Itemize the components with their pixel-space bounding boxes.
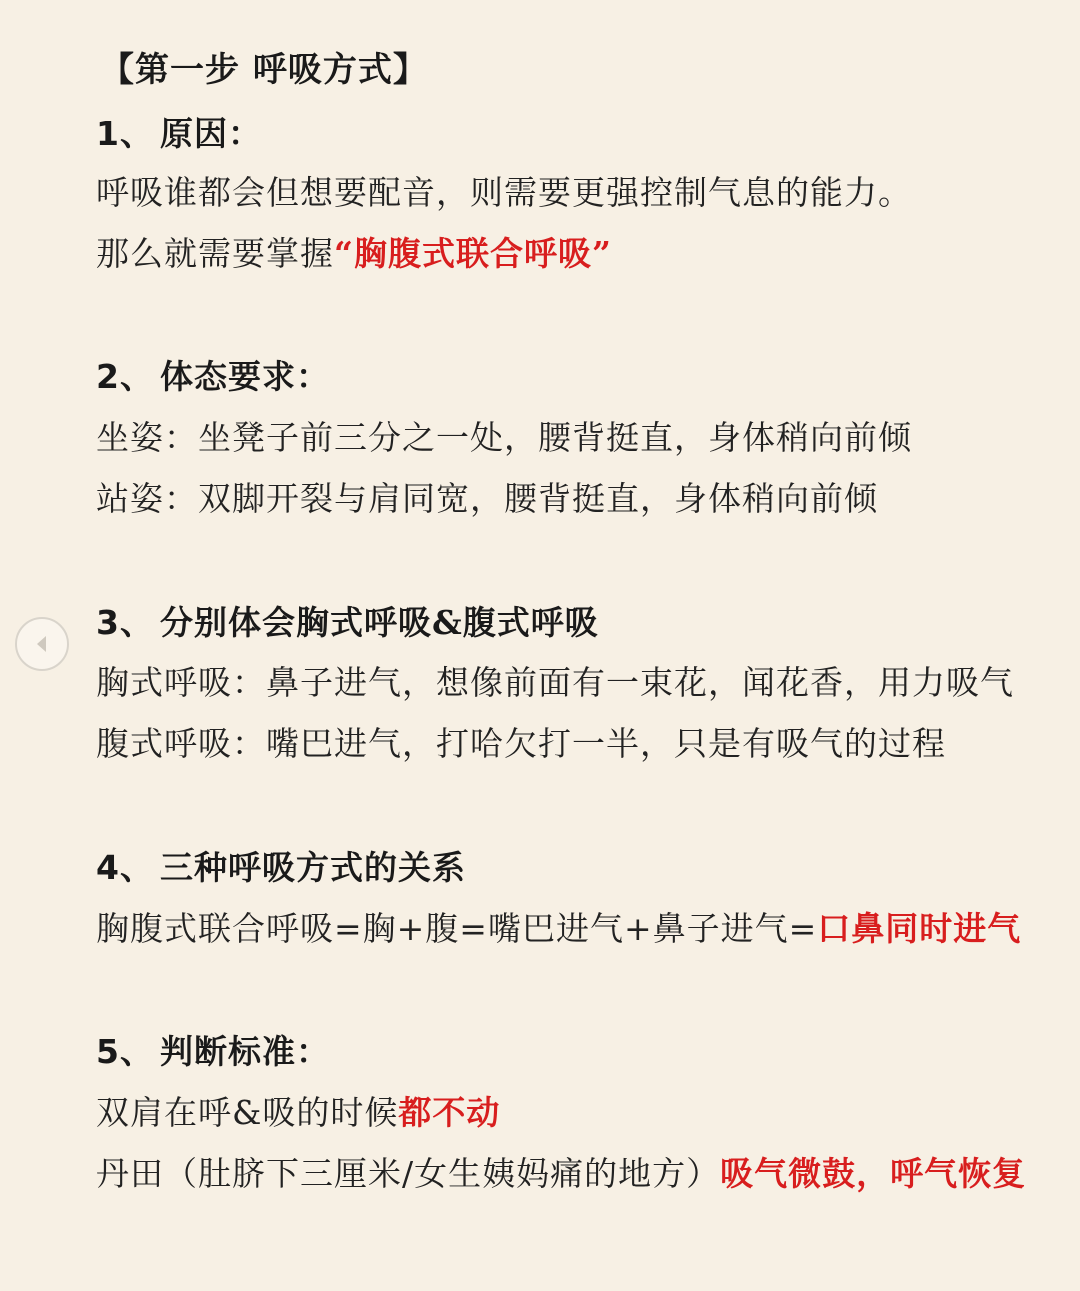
section-3-heading	[96, 601, 599, 645]
section-2-line-2	[96, 477, 878, 521]
chevron-left-circle-icon	[30, 632, 54, 656]
section-1-title: 原因：	[160, 114, 262, 153]
section-1-heading	[96, 112, 262, 156]
section-2-heading	[96, 355, 330, 399]
section-2-line-2-text: 站姿：双脚开裂与肩同宽，腰背挺直，身体稍向前倾	[96, 479, 878, 518]
section-1-line-1	[96, 171, 912, 215]
section-4-number: 4、	[96, 848, 154, 887]
section-4-heading	[96, 846, 466, 890]
section-1-line-2-text: 那么就需要掌握	[96, 234, 334, 273]
section-3-line-1	[96, 661, 1014, 705]
section-3-title: 分别体会胸式呼吸&腹式呼吸	[160, 603, 599, 642]
section-1-line-1-text: 呼吸谁都会但想要配音，则需要更强控制气息的能力。	[96, 173, 912, 212]
section-1-line-2-highlight: “胸腹式联合呼吸”	[334, 234, 612, 273]
page-title: 【第一步 呼吸方式】	[100, 50, 428, 90]
prev-image-button[interactable]	[15, 617, 69, 671]
section-3-line-1-text: 胸式呼吸：鼻子进气，想像前面有一束花，闻花香，用力吸气	[96, 663, 1014, 702]
section-4-line-1-highlight: 口鼻同时进气	[817, 909, 1022, 948]
section-2-title: 体态要求：	[160, 357, 330, 396]
section-5-number: 5、	[96, 1032, 154, 1071]
section-1-line-2	[96, 232, 612, 276]
section-3-line-2	[96, 722, 946, 766]
section-5-line-2	[96, 1152, 1026, 1196]
section-5-line-1	[96, 1091, 500, 1135]
section-5-line-1-text: 双肩在呼&吸的时候	[96, 1093, 399, 1132]
section-2-number: 2、	[96, 357, 154, 396]
section-5-line-2-highlight: 吸气微鼓，呼气恢复	[720, 1154, 1027, 1193]
section-5-line-2-text: 丹田（肚脐下三厘米/女生姨妈痛的地方）	[96, 1154, 721, 1193]
section-3-line-2-text: 腹式呼吸：嘴巴进气，打哈欠打一半，只是有吸气的过程	[96, 724, 946, 763]
section-4-line-1	[96, 907, 1021, 951]
section-2-line-1-text: 坐姿：坐凳子前三分之一处，腰背挺直，身体稍向前倾	[96, 418, 912, 457]
section-5-line-1-highlight: 都不动	[398, 1093, 501, 1132]
section-5-title: 判断标准：	[160, 1032, 330, 1071]
section-5-heading	[96, 1030, 330, 1074]
section-2-line-1	[96, 416, 912, 460]
section-3-number: 3、	[96, 603, 154, 642]
section-4-line-1-text: 胸腹式联合呼吸=胸+腹=嘴巴进气+鼻子进气=	[96, 909, 818, 948]
section-1-number: 1、	[96, 114, 154, 153]
section-4-title: 三种呼吸方式的关系	[160, 848, 466, 887]
